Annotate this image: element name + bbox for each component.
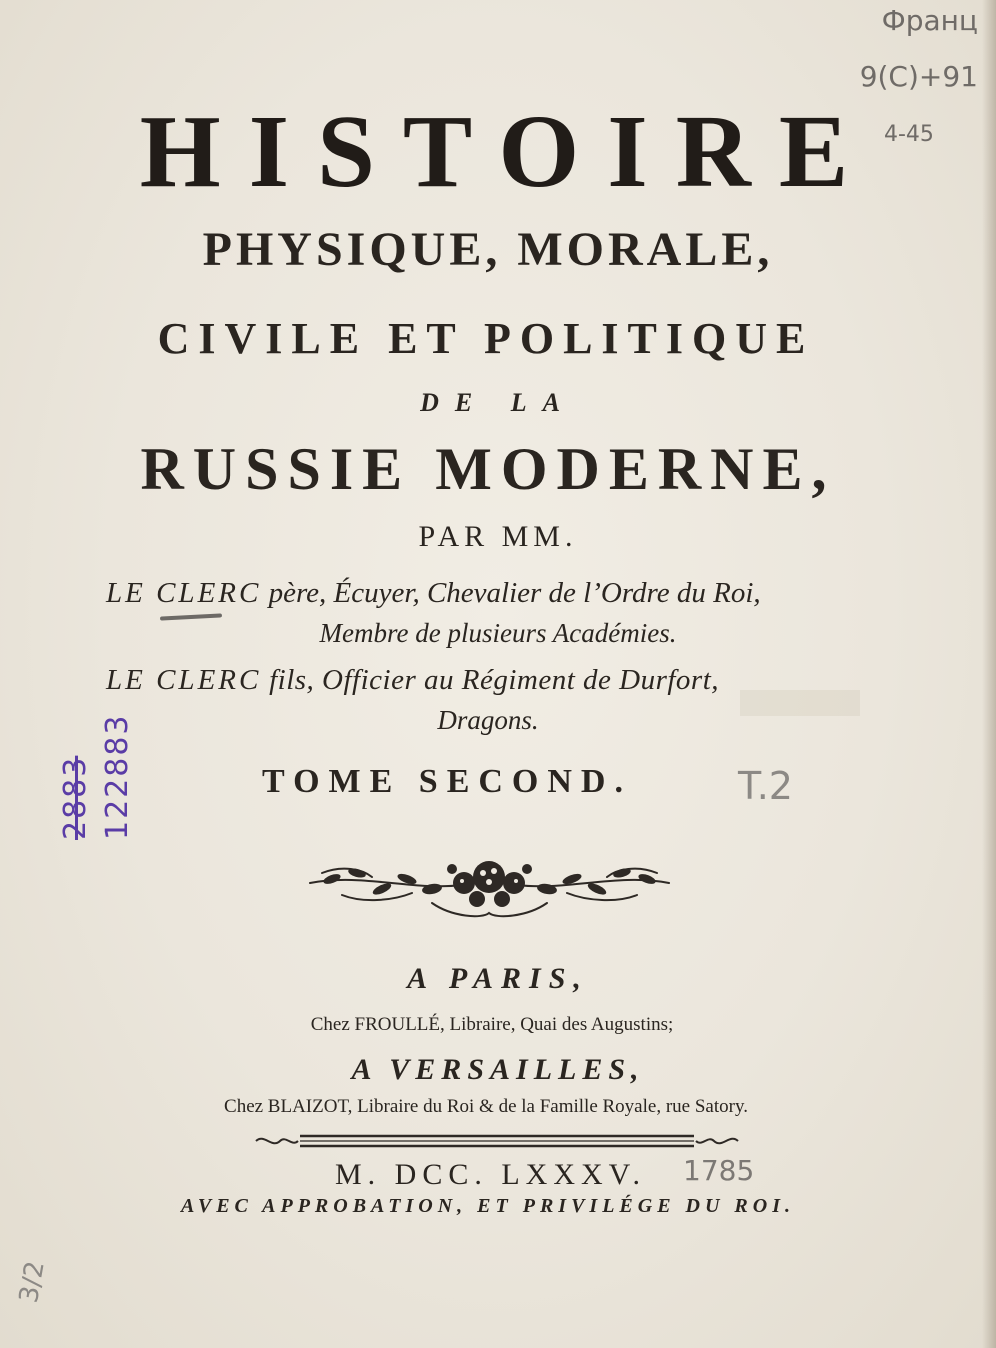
author-1-description-2: Membre de plusieurs Académies. xyxy=(319,618,677,648)
pencil-year-note: 1785 xyxy=(683,1154,755,1187)
shelf-code-line-2: 9(С)+91 xyxy=(859,60,978,93)
author-1-name: LE CLERC xyxy=(106,577,262,609)
library-stamp xyxy=(20,650,135,840)
author-2-line xyxy=(106,664,719,697)
imprint-city-versailles: A VERSAILLES, xyxy=(351,1053,645,1086)
imprint-city-paris: A PARIS, xyxy=(407,962,589,995)
author-1-description: père, Écuyer, Chevalier de l’Ordre du Roi, xyxy=(261,577,761,609)
double-rule-ornament-icon xyxy=(250,1128,744,1152)
author-2-description: fils, Officier au Régiment de Durfort, xyxy=(261,664,720,696)
title-russie-moderne: RUSSIE MODERNE, xyxy=(140,436,836,502)
floral-ornament-icon xyxy=(302,843,677,923)
imprint-publisher-versailles: Chez BLAIZOT, Libraire du Roi & de la Famille Royale, rue Satory. xyxy=(224,1096,748,1117)
pencil-margin-note: 3/2 xyxy=(14,1258,51,1306)
author-2-name: LE CLERC xyxy=(106,664,262,696)
imprint-publisher-paris: Chez FROULLÉ, Libraire, Quai des Augustins; xyxy=(310,1014,674,1035)
volume-pencil-mark: T.2 xyxy=(738,764,793,808)
title-civile-politique: CIVILE ET POLITIQUE xyxy=(157,314,815,363)
title-physique-morale: PHYSIQUE, MORALE, xyxy=(202,223,774,276)
author-2-description-2: Dragons. xyxy=(437,705,539,735)
volume-label: TOME SECOND. xyxy=(262,763,632,800)
privilege-line: AVEC APPROBATION, ET PRIVILÉGE DU ROI. xyxy=(181,1195,795,1217)
title-histoire: HISTOIRE xyxy=(139,94,877,209)
author-1-line xyxy=(106,577,761,610)
shelf-range-note: 4-45 xyxy=(884,122,934,147)
imprint-date: M. DCC. LXXXV. xyxy=(335,1158,646,1191)
title-de-la: DE LA xyxy=(420,388,576,417)
by-line: PAR MM. xyxy=(418,520,578,553)
stamp-number-struck: 2883 xyxy=(58,755,93,840)
stamp-number: 122883 xyxy=(100,713,135,840)
shelf-code-line-1: Франц xyxy=(881,4,978,37)
